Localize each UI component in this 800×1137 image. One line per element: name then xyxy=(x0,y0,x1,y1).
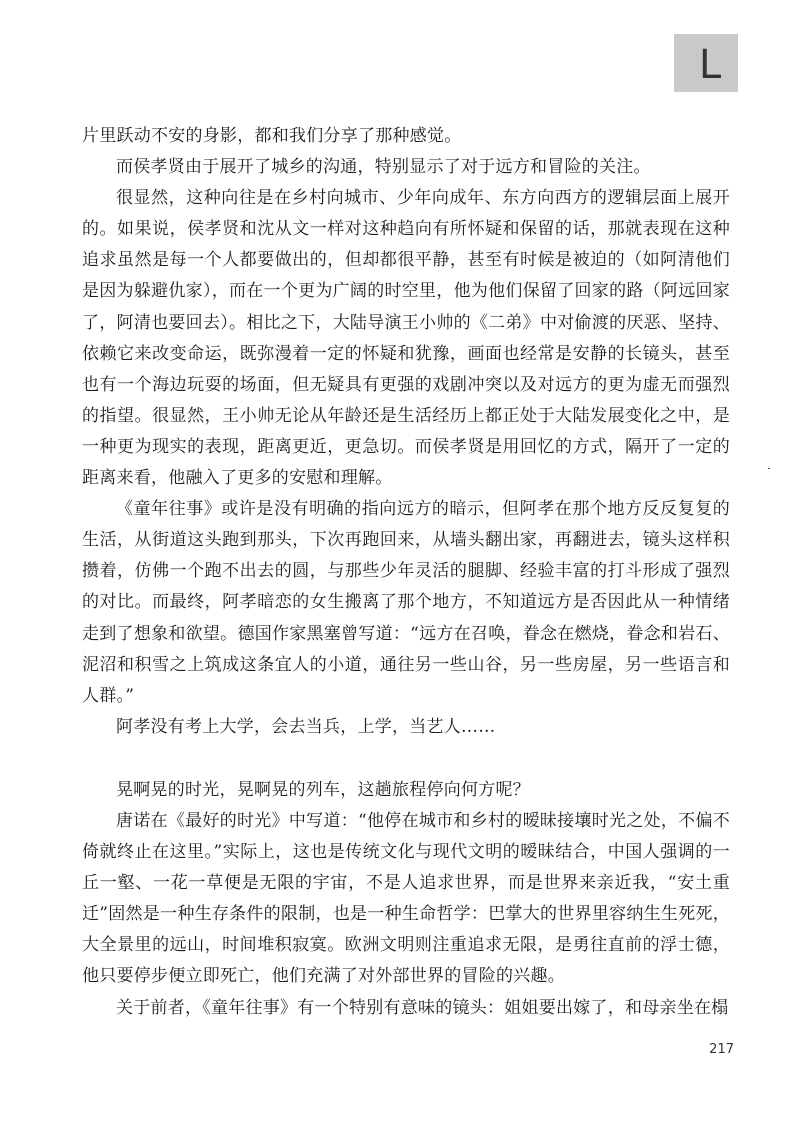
chapter-tab-letter: L xyxy=(698,42,722,88)
paragraph: 晃啊晃的时光，晃啊晃的列车，这趟旅程停向何方呢？ xyxy=(116,779,530,800)
page-number: 217 xyxy=(709,1042,734,1057)
paragraph: 很显然，这种向往是在乡村向城市、少年向成年、东方向西方的逻辑层面上展开的。如果说，侯孝贤和沈从文一样对这种趋向有所怀疑和保留的话，那就表现在这种追求虽然是每一个人都要做出的，但却都很平静，甚至有时候是被迫的（如阿清他们是因为躲避仇家），而在一个更为广阔的时空里，他为他们保留了回家的路（阿远回家了，阿清也要回去）。相比之下，大陆导演王小帅的《二弟》中对偷渡的厌恶、坚持、依赖它来改变命运，既弥漫着一定的怀疑和犹豫，画面也经常是安静的长镜头，甚至也有一个海边玩耍的场面，但无疑具有更强的戏剧冲突以及对远方的更为虚无而强烈的指望。很显然，王小帅无论从年龄还是生活经历上都正处于大陆发展变化之中，是一种更为现实的表现，距离更近，更急切。而侯孝贤是用回忆的方式，隔开了一定的距离来看，他融入了更多的安慰和理解。 xyxy=(82,188,730,489)
chapter-tab xyxy=(674,34,738,92)
paragraph: 关于前者，《童年往事》有一个特别有意味的镜头：姐姐要出嫁了，和母亲坐在榻 xyxy=(116,997,729,1018)
paragraph: 片里跃动不安的身影，都和我们分享了那种感觉。 xyxy=(82,126,462,146)
paragraph: 《童年往事》或许是没有明确的指向远方的暗示，但阿孝在那个地方反反复复的生活，从街道这头跑到那头，下次再跑回来，从墙头翻出家，再翻进去，镜头这样积攒着，仿佛一个跑不出去的圆，与那些少年灵活的腿脚、经验丰富的打斗形成了强烈的对比。而最终，阿孝暗恋的女生搬离了那个地方，不知道远方是否因此从一种情绪走到了想象和欲望。德国作家黑塞曾写道：“远方在召唤，眷念在燃烧，眷念和岩石、泥沼和积雪之上筑成这条宜人的小道，通往另一些山谷，另一些房屋，另一些语言和人群。” xyxy=(82,499,730,706)
body-text xyxy=(82,121,730,1024)
paragraph: 而侯孝贤由于展开了城乡的沟通，特别显示了对于远方和冒险的关注。 xyxy=(116,157,651,178)
margin-mark xyxy=(768,468,770,469)
paragraph: 阿孝没有考上大学，会去当兵，上学，当艺人…… xyxy=(116,716,496,737)
paragraph: 唐诺在《最好的时光》中写道：“他停在城市和乡村的暧昧接壤时光之处，不偏不倚就终止在这里。”实际上，这也是传统文化与现代文明的暧昧结合，中国人强调的一丘一壑、一花一草便是无限的宇宙，不是人追求世界，而是世界来亲近我，“安土重迁”固然是一种生存条件的限制，也是一种生命哲学：巴掌大的世界里容纳生生死死，大全景里的远山，时间堆积寂寞。欧洲文明则注重追求无限，是勇往直前的浮士德，他只要停步便立即死亡，他们充满了对外部世界的冒险的兴趣。 xyxy=(82,810,730,987)
section-break xyxy=(82,743,730,775)
